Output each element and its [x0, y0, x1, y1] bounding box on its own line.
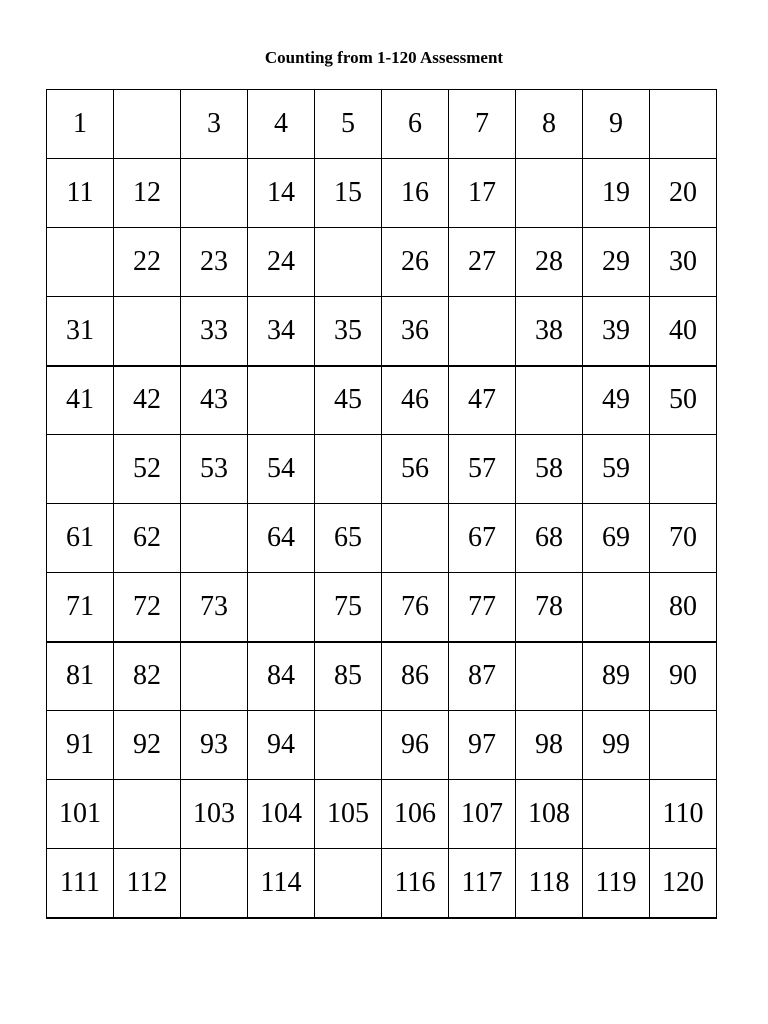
- grid-cell: 54: [248, 435, 315, 504]
- grid-cell: 1: [47, 90, 114, 159]
- assessment-title: Counting from 1-120 Assessment: [264, 48, 504, 67]
- grid-cell: 87: [449, 642, 516, 711]
- grid-cell: 38: [516, 297, 583, 366]
- grid-cell: 28: [516, 228, 583, 297]
- grid-cell: 96: [382, 711, 449, 780]
- grid-cell-blank: [181, 642, 248, 711]
- grid-cell: 30: [650, 228, 717, 297]
- grid-cell: 42: [114, 366, 181, 435]
- grid-cell: 27: [449, 228, 516, 297]
- grid-cell: 110: [650, 780, 717, 849]
- grid-cell: 70: [650, 504, 717, 573]
- grid-row: [47, 228, 717, 297]
- grid-row: [47, 366, 717, 435]
- grid-cell: 82: [114, 642, 181, 711]
- grid-cell: 41: [47, 366, 114, 435]
- grid-cell: 33: [181, 297, 248, 366]
- grid-cell: 80: [650, 573, 717, 642]
- grid-cell: 35: [315, 297, 382, 366]
- grid-cell: 103: [181, 780, 248, 849]
- grid-cell: 24: [248, 228, 315, 297]
- grid-cell: 11: [47, 159, 114, 228]
- grid-row: [47, 159, 717, 228]
- grid-cell: 56: [382, 435, 449, 504]
- grid-cell: 76: [382, 573, 449, 642]
- grid-row: [47, 711, 717, 780]
- grid-cell: 53: [181, 435, 248, 504]
- grid-cell: 47: [449, 366, 516, 435]
- grid-cell-blank: [583, 573, 650, 642]
- grid-cell: 107: [449, 780, 516, 849]
- grid-cell: 17: [449, 159, 516, 228]
- grid-cell: 40: [650, 297, 717, 366]
- grid-cell-blank: [449, 297, 516, 366]
- grid-cell: 111: [47, 849, 114, 918]
- grid-cell: 104: [248, 780, 315, 849]
- grid-cell: 16: [382, 159, 449, 228]
- number-grid: [46, 89, 717, 919]
- grid-cell-blank: [315, 228, 382, 297]
- grid-cell: 91: [47, 711, 114, 780]
- grid-cell: 105: [315, 780, 382, 849]
- grid-cell: 118: [516, 849, 583, 918]
- grid-cell-blank: [114, 297, 181, 366]
- grid-cell: 119: [583, 849, 650, 918]
- grid-cell: 8: [516, 90, 583, 159]
- grid-cell-blank: [114, 90, 181, 159]
- grid-cell: 93: [181, 711, 248, 780]
- grid-cell: 78: [516, 573, 583, 642]
- grid-cell: 72: [114, 573, 181, 642]
- grid-cell: 52: [114, 435, 181, 504]
- grid-cell: 45: [315, 366, 382, 435]
- grid-cell-blank: [382, 504, 449, 573]
- grid-cell: 106: [382, 780, 449, 849]
- grid-cell-blank: [47, 435, 114, 504]
- grid-row: [47, 504, 717, 573]
- grid-cell: 58: [516, 435, 583, 504]
- grid-cell: 68: [516, 504, 583, 573]
- grid-cell: 90: [650, 642, 717, 711]
- grid-cell-blank: [248, 573, 315, 642]
- grid-cell: 64: [248, 504, 315, 573]
- grid-cell: 101: [47, 780, 114, 849]
- grid-cell: 81: [47, 642, 114, 711]
- grid-cell: 85: [315, 642, 382, 711]
- grid-cell: 86: [382, 642, 449, 711]
- grid-cell: 43: [181, 366, 248, 435]
- grid-cell: 84: [248, 642, 315, 711]
- grid-cell: 57: [449, 435, 516, 504]
- grid-cell: 73: [181, 573, 248, 642]
- grid-cell-blank: [650, 90, 717, 159]
- grid-cell: 20: [650, 159, 717, 228]
- grid-cell: 69: [583, 504, 650, 573]
- grid-row: [47, 297, 717, 366]
- grid-cell: 112: [114, 849, 181, 918]
- grid-cell: 98: [516, 711, 583, 780]
- grid-cell: 23: [181, 228, 248, 297]
- grid-cell: 12: [114, 159, 181, 228]
- grid-cell-blank: [516, 642, 583, 711]
- grid-cell-blank: [248, 366, 315, 435]
- grid-cell: 71: [47, 573, 114, 642]
- grid-cell: 50: [650, 366, 717, 435]
- grid-cell-blank: [181, 159, 248, 228]
- grid-cell-blank: [650, 711, 717, 780]
- grid-cell: 94: [248, 711, 315, 780]
- grid-cell: 5: [315, 90, 382, 159]
- grid-cell: 116: [382, 849, 449, 918]
- grid-cell: 62: [114, 504, 181, 573]
- grid-cell: 97: [449, 711, 516, 780]
- grid-cell: 15: [315, 159, 382, 228]
- grid-cell: 19: [583, 159, 650, 228]
- grid-cell: 67: [449, 504, 516, 573]
- grid-row: [47, 642, 717, 711]
- grid-cell: 4: [248, 90, 315, 159]
- grid-cell: 117: [449, 849, 516, 918]
- grid-row: [47, 780, 717, 849]
- grid-cell: 49: [583, 366, 650, 435]
- grid-cell: 59: [583, 435, 650, 504]
- number-grid-body: [47, 90, 717, 918]
- grid-cell: 99: [583, 711, 650, 780]
- grid-cell: 75: [315, 573, 382, 642]
- grid-cell-blank: [181, 849, 248, 918]
- grid-cell: 22: [114, 228, 181, 297]
- grid-cell-blank: [47, 228, 114, 297]
- grid-row: [47, 90, 717, 159]
- grid-cell-blank: [583, 780, 650, 849]
- grid-cell: 36: [382, 297, 449, 366]
- grid-row: [47, 435, 717, 504]
- grid-cell-blank: [315, 711, 382, 780]
- grid-cell-blank: [516, 159, 583, 228]
- grid-cell: 14: [248, 159, 315, 228]
- grid-cell: 77: [449, 573, 516, 642]
- grid-cell: 9: [583, 90, 650, 159]
- grid-cell: 7: [449, 90, 516, 159]
- grid-cell: 65: [315, 504, 382, 573]
- grid-cell: 108: [516, 780, 583, 849]
- grid-cell: 26: [382, 228, 449, 297]
- grid-cell: 29: [583, 228, 650, 297]
- grid-cell-blank: [516, 366, 583, 435]
- grid-cell: 92: [114, 711, 181, 780]
- grid-cell: 61: [47, 504, 114, 573]
- grid-cell: 39: [583, 297, 650, 366]
- grid-cell: 89: [583, 642, 650, 711]
- grid-cell: 31: [47, 297, 114, 366]
- grid-cell-blank: [114, 780, 181, 849]
- grid-cell: 114: [248, 849, 315, 918]
- grid-cell: 46: [382, 366, 449, 435]
- grid-cell-blank: [315, 849, 382, 918]
- grid-cell: 3: [181, 90, 248, 159]
- grid-cell-blank: [181, 504, 248, 573]
- grid-cell: 34: [248, 297, 315, 366]
- grid-row: [47, 849, 717, 918]
- grid-cell: 120: [650, 849, 717, 918]
- grid-cell-blank: [650, 435, 717, 504]
- grid-row: [47, 573, 717, 642]
- grid-cell: 6: [382, 90, 449, 159]
- grid-cell-blank: [315, 435, 382, 504]
